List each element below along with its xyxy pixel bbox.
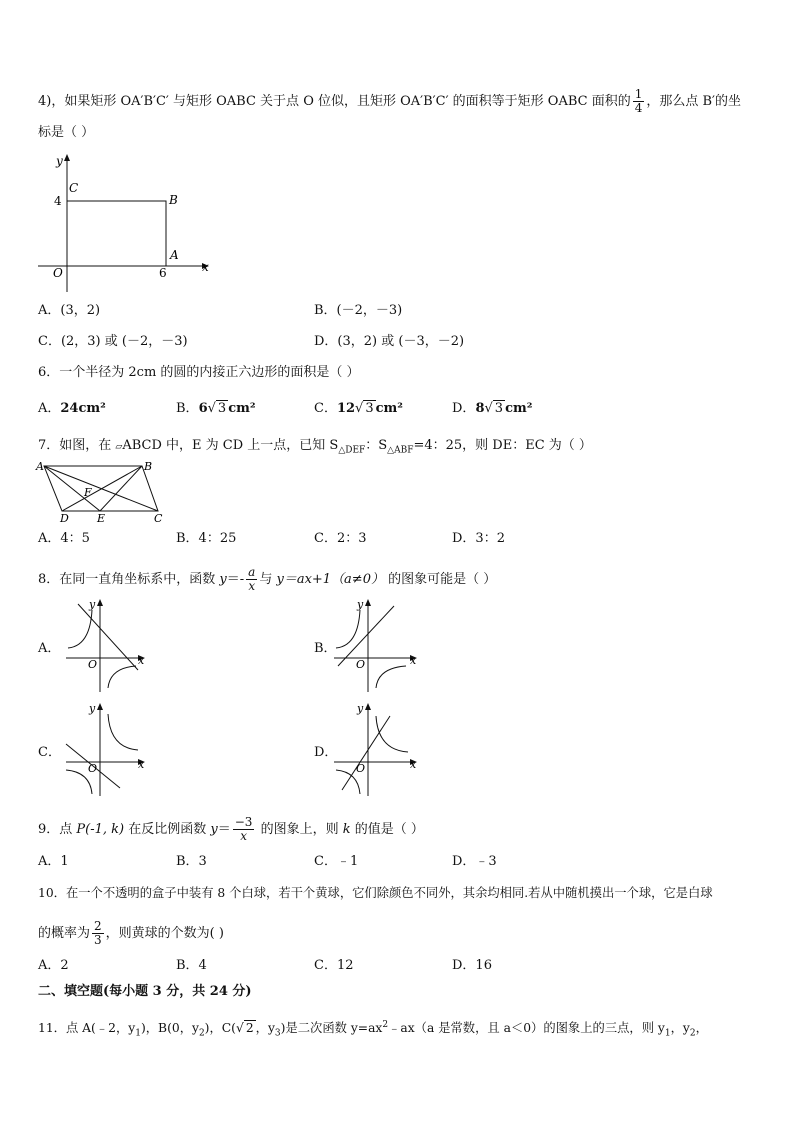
svg-text:O: O — [88, 762, 98, 775]
svg-text:O: O — [88, 658, 98, 671]
q7-option-c: C．2：3 — [314, 531, 367, 546]
q6-option-a: A．24cm² — [38, 401, 106, 416]
q5-tick-6: 6 — [159, 266, 167, 280]
q5-point-b: B — [169, 193, 178, 207]
q5-option-a: A．(3，2) — [38, 303, 101, 318]
q8-graph-a — [60, 596, 160, 696]
q8-stem: 8．在同一直角坐标系中，函数 y＝- $\frac{a}{x}$ 与 y＝ax+1（a≠0） 的图象可能是（ ） — [38, 565, 497, 593]
q7-point-d: D — [60, 512, 69, 525]
q5-option-b: B．(－2，－3) — [314, 303, 403, 318]
q9-stem: 9．点 P(-1, k) 在反比例函数 y＝ $\frac{-3}{x}$ 的图象上，则 k 的值是（ ） — [38, 815, 424, 843]
q8-option-b-label: B． — [314, 641, 337, 656]
q5-point-c: C — [69, 181, 79, 195]
svg-text:x: x — [138, 654, 145, 667]
q5-rectangle-figure — [34, 150, 224, 300]
q7-option-b: B．4：25 — [176, 531, 237, 546]
q10-option-b: B．4 — [176, 958, 207, 973]
q9-option-d: D．﹣3 — [452, 854, 497, 869]
q5-option-c: C．(2，3) 或 (－2，－3) — [38, 334, 188, 349]
q5-origin: O — [53, 266, 63, 280]
q7-stem: 7．如图，在 ▱ABCD 中，E 为 CD 上一点，已知 $S_{\triangle DEF}$：$S_{\triangle ABF}=4$：25，则 DE：EC 为（ ） — [38, 438, 592, 456]
q5-tick-4: 4 — [54, 194, 62, 208]
q8-option-d-label: D． — [314, 745, 338, 760]
q7-point-a: A — [36, 460, 44, 473]
q8-option-a-label: A． — [38, 641, 61, 656]
q5-point-a: A — [170, 248, 179, 262]
q8-option-c-label: C． — [38, 745, 61, 760]
q7-point-b: B — [144, 460, 153, 473]
svg-text:y: y — [89, 702, 96, 715]
q5-stem-line2: 标是（ ） — [38, 125, 95, 140]
q6-option-c: C．12√ 3 cm² — [314, 401, 403, 416]
svg-text:y: y — [357, 598, 364, 611]
q6-option-d: D．8√ 3 cm² — [452, 401, 533, 416]
q8-graph-b — [328, 596, 428, 696]
q10-stem-line1: 10．在一个不透明的盒子中装有 8 个白球，若干个黄球，它们除颜色不同外，其余均相同.若从中随机摸出一个球，它是白球 — [38, 886, 713, 900]
q10-option-d: D．16 — [452, 958, 492, 973]
q5-y-label: y — [56, 154, 63, 168]
svg-text:x: x — [410, 654, 417, 667]
svg-text:O: O — [356, 762, 366, 775]
section-2-title: 二、填空题(每小题 3 分，共 24 分) — [38, 984, 252, 999]
q10-stem-line2: 的概率为 $\frac{2}{3}$ ，则黄球的个数为( ) — [38, 919, 224, 947]
q10-option-c: C．12 — [314, 958, 354, 973]
parallelogram-symbol: ▱ — [115, 442, 123, 452]
q7-option-a: A．4：5 — [38, 531, 90, 546]
q6-stem: 6．一个半径为 2cm 的圆的内接正六边形的面积是（ ） — [38, 365, 360, 380]
svg-text:x: x — [138, 758, 145, 771]
q5-fraction: $\frac{1}{4}$ — [634, 87, 643, 115]
q7-option-d: D．3：2 — [452, 531, 505, 546]
svg-text:x: x — [410, 758, 417, 771]
svg-text:O: O — [356, 658, 366, 671]
q5-x-label: x — [202, 260, 209, 274]
q7-point-c: C — [154, 512, 163, 525]
q10-option-a: A．2 — [38, 958, 69, 973]
q9-option-c: C．﹣1 — [314, 854, 359, 869]
svg-text:y: y — [89, 598, 96, 611]
q5-option-d: D．(3，2) 或 (－3，－2) — [314, 334, 465, 349]
q9-option-b: B．3 — [176, 854, 207, 869]
q8-graph-d — [328, 700, 428, 800]
q9-option-a: A．1 — [38, 854, 69, 869]
q5-stem-line1: 4)，如果矩形 OA′B′C′ 与矩形 OABC 关于点 O 位似，且矩形 OA′B′C′ 的面积等于矩形 OABC 面积的 $\frac{1}{4}$ ，那么点 B′的坐 — [38, 87, 741, 115]
q7-point-e: E — [97, 512, 106, 525]
svg-text:y: y — [357, 702, 364, 715]
q7-point-f: F — [84, 486, 92, 499]
q6-option-b: B．6√ 3 cm² — [176, 401, 256, 416]
q7-parallelogram-figure — [34, 456, 174, 528]
q8-graph-c — [60, 700, 160, 800]
q11-stem: 11．点 A(﹣2，$y_1$)，B(0，$y_2$)，C(√ 2 ，$y_3$)是二次函数 $y=ax^2﹣ax(a$ 是常数，且 a＜0）的图象上的三点，则 $y_1$，$y_2$， — [38, 1020, 708, 1039]
